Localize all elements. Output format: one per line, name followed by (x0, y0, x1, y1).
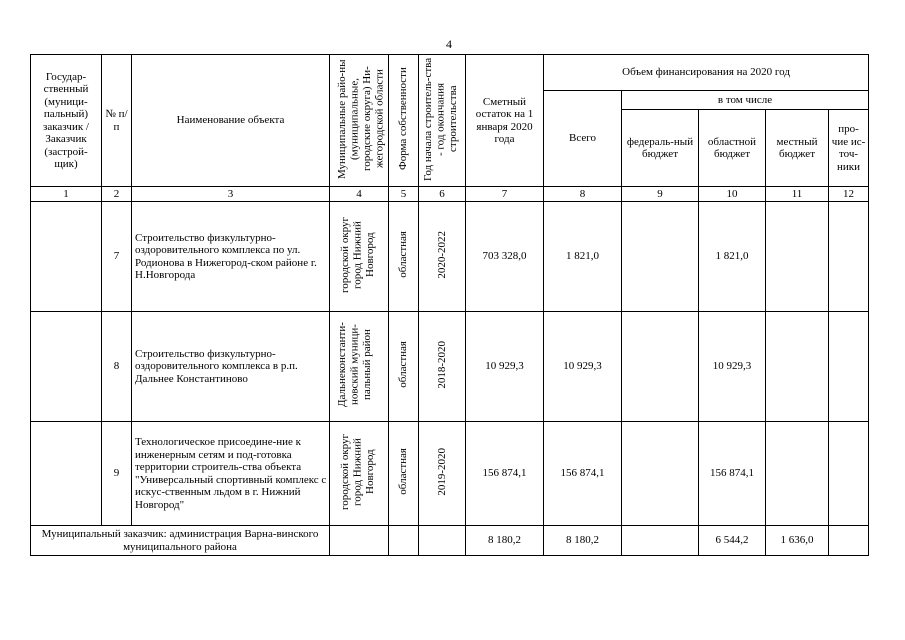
summary-empty (389, 526, 419, 556)
header-other: про-чие ис-точ-ники (829, 110, 869, 187)
district: городской округ город Нижний Новгород (339, 216, 376, 293)
header-including: в том числе (622, 91, 869, 110)
balance: 156 874,1 (466, 422, 544, 526)
header-customer: Государ-ственный (муници-пальный) заказчик / Заказчик (застрой-щик) (31, 55, 102, 187)
col-number: 12 (829, 187, 869, 202)
header-local: местный бюджет (766, 110, 829, 187)
district-cell (330, 202, 389, 312)
object-name: Технологическое присоедине-ние к инженерным сетям и под-готовка территории строитель-ства объекта "Универсальный спортивный комплекс с искус-ственным льдом в г. Нижний Новгород" (132, 422, 330, 526)
summary-empty (419, 526, 466, 556)
col-number: 8 (544, 187, 622, 202)
district: Дальнеконстанти-новский муници-пальный район (336, 322, 373, 408)
ownership-cell (389, 202, 419, 312)
table-row (31, 422, 869, 526)
object-name: Строительство физкультурно-оздоровительного комплекса по ул. Родионова в Нижегород-ском районе г. Н.Новгорода (132, 202, 330, 312)
header-total: Всего (544, 91, 622, 187)
page-number: 4 (446, 37, 452, 51)
ownership: областная (397, 341, 410, 389)
col-number: 2 (102, 187, 132, 202)
header-years-cell (419, 55, 466, 187)
col-number: 1 (31, 187, 102, 202)
header-ownership-cell (389, 55, 419, 187)
summary-total: 8 180,2 (544, 526, 622, 556)
summary-row (31, 526, 869, 556)
years-cell (419, 202, 466, 312)
local (766, 422, 829, 526)
district: городской округ город Нижний Новгород (339, 433, 376, 510)
summary-other (829, 526, 869, 556)
other (829, 312, 869, 422)
ownership: областная (397, 448, 410, 496)
local (766, 202, 829, 312)
summary-regional: 6 544,2 (699, 526, 766, 556)
header-district-cell (330, 55, 389, 187)
summary-local: 1 636,0 (766, 526, 829, 556)
years-cell (419, 422, 466, 526)
balance: 10 929,3 (466, 312, 544, 422)
ownership-cell (389, 422, 419, 526)
header-funding: Объем финансирования на 2020 год (544, 55, 869, 91)
col-number: 11 (766, 187, 829, 202)
header-object-name: Наименование объекта (132, 55, 330, 187)
table-row (31, 312, 869, 422)
years-cell (419, 312, 466, 422)
col-number: 6 (419, 187, 466, 202)
col-number: 10 (699, 187, 766, 202)
customer-cell (31, 312, 102, 422)
other (829, 202, 869, 312)
ownership: областная (397, 231, 410, 279)
regional: 10 929,3 (699, 312, 766, 422)
customer-cell (31, 202, 102, 312)
years: 2020-2022 (435, 230, 448, 279)
column-number-row (31, 187, 869, 202)
federal (622, 312, 699, 422)
years: 2018-2020 (435, 340, 448, 389)
summary-label: Муниципальный заказчик: администрация Варна-винского муниципального района (31, 526, 330, 556)
header-district: Муниципальные райо-ны (муниципальные, городские округа) Ни-жегородской области (336, 58, 386, 179)
header-row-1 (31, 55, 869, 91)
local (766, 312, 829, 422)
regional: 156 874,1 (699, 422, 766, 526)
years: 2019-2020 (435, 447, 448, 496)
col-number: 3 (132, 187, 330, 202)
summary-federal (622, 526, 699, 556)
header-ownership: Форма собственности (397, 67, 410, 171)
header-balance: Сметный остаток на 1 января 2020 года (466, 55, 544, 187)
header-regional: областной бюджет (699, 110, 766, 187)
total: 10 929,3 (544, 312, 622, 422)
col-number: 9 (622, 187, 699, 202)
ownership-cell (389, 312, 419, 422)
header-years: Год начала строитель-ства - год окончания строительства (422, 57, 459, 181)
total: 156 874,1 (544, 422, 622, 526)
row-num: 8 (102, 312, 132, 422)
object-name: Строительство физкультурно-оздоровительного комплекса в р.п. Дальнее Константиново (132, 312, 330, 422)
total: 1 821,0 (544, 202, 622, 312)
col-number: 7 (466, 187, 544, 202)
balance: 703 328,0 (466, 202, 544, 312)
header-federal: федераль-ный бюджет (622, 110, 699, 187)
col-number: 4 (330, 187, 389, 202)
financing-table (30, 54, 869, 556)
header-num: № п/п (102, 55, 132, 187)
federal (622, 422, 699, 526)
district-cell (330, 422, 389, 526)
row-num: 7 (102, 202, 132, 312)
federal (622, 202, 699, 312)
summary-empty (330, 526, 389, 556)
table-row (31, 202, 869, 312)
customer-cell (31, 422, 102, 526)
summary-balance: 8 180,2 (466, 526, 544, 556)
regional: 1 821,0 (699, 202, 766, 312)
row-num: 9 (102, 422, 132, 526)
other (829, 422, 869, 526)
district-cell (330, 312, 389, 422)
col-number: 5 (389, 187, 419, 202)
